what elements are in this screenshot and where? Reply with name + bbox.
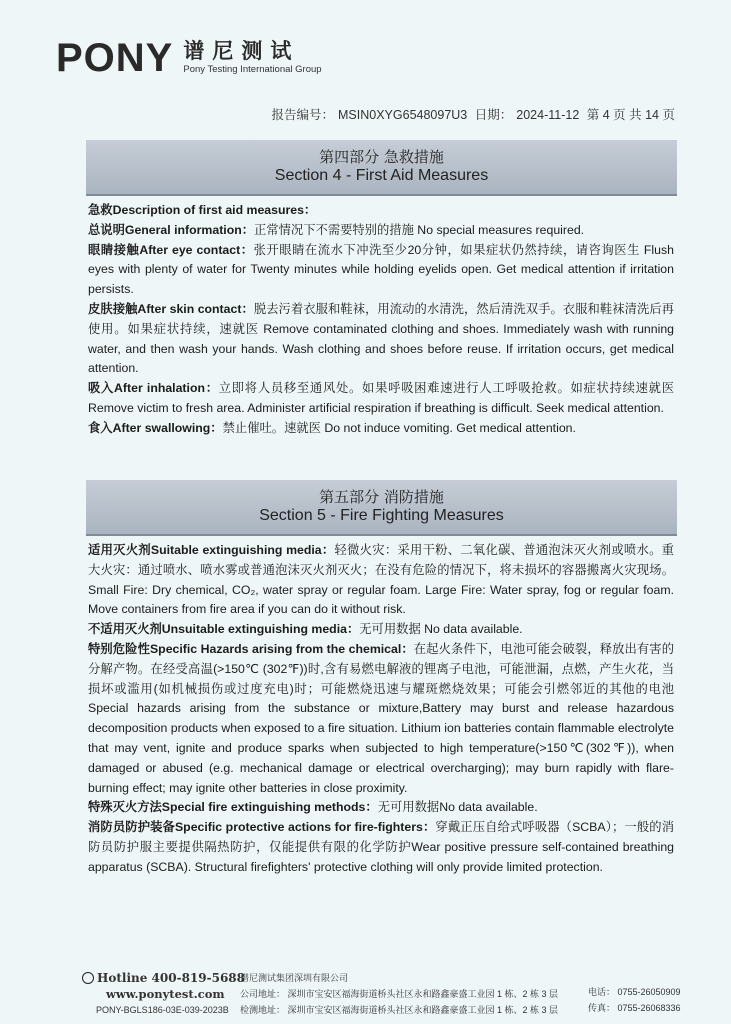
company-name-cn: 谱尼测试 <box>183 40 300 63</box>
page-footer <box>0 968 731 1024</box>
section4-content <box>88 201 674 439</box>
description-heading: 急救Description of first aid measures： <box>88 203 317 217</box>
report-number: MSIN0XYG6548097U3 <box>338 108 468 122</box>
date-label: 日期： <box>474 108 513 122</box>
section5-title-cn: 第五部分 消防措施 <box>319 488 444 506</box>
website: www.ponytest.com <box>106 987 225 1001</box>
footer-address-1: 公司地址： 深圳市宝安区福海街道桥头社区永和路鑫豪盛工业园 1 栋、2 栋 3 层 <box>240 989 559 999</box>
swallowing: 食入After swallowing：禁止催吐。速就医 Do not induce vomiting. Get medical attention. <box>88 420 576 435</box>
section4-banner <box>86 140 677 196</box>
skin-contact: 皮肤接触After skin contact：脱去污着衣服和鞋袜，用流动的水清洗，然后清洗双手。衣服和鞋袜清洗后再使用。如果症状持续，速就医 Remove contaminated clothing and shoes. Immediately wash with running water, and then wash your hands. Wash clothing and shoes before reuse. If irritation occurs, get medical attention. <box>88 301 674 376</box>
footer-address-2: 检测地址： 深圳市宝安区福海街道桥头社区永和路鑫豪盛工业园 1 栋、2 栋 3 层 <box>240 1005 559 1015</box>
footer-fax: 传真： 0755-26068336 <box>588 1003 681 1013</box>
section5-banner <box>86 480 677 536</box>
report-date: 2024-11-12 <box>516 108 580 122</box>
general-info: 总说明General information：正常情况下不需要特别的措施 No special measures required. <box>88 222 585 237</box>
footer-phone: 电话： 0755-26050909 <box>588 987 681 997</box>
eye-contact: 眼睛接触After eye contact：张开眼睛在流水下冲洗至少20分钟，如果症状仍然持续，请咨询医生 Flush eyes with plenty of water for Twenty minutes while holding eyelids open. Get medical attention if irritation persists. <box>88 242 674 297</box>
section5-content <box>88 541 674 878</box>
special-methods: 特殊灭火方法Special fire extinguishing methods：无可用数据No data available. <box>88 800 538 815</box>
inhalation: 吸入After inhalation：立即将人员移至通风处。如果呼吸困难速进行人工呼吸抢救。如症状持续速就医 Remove victim to fresh area. Administer artificial respiration if breathing is difficult. Seek medical attention. <box>88 381 674 415</box>
suitable-media: 适用灭火剂Suitable extinguishing media：轻微火灾：采用干粉、二氧化碳、普通泡沫灭火剂或喷水。重大火灾：通过喷水、喷水雾或普通泡沫灭火剂灭火；在没有危险的情况下，将未损坏的容器搬离火灾现场。Small Fire: Dry chemical, CO₂, water spray or regular foam. Large Fire: Water spray, fog or regular foam. Move containers from fire area if you can do it without risk. <box>88 543 674 617</box>
protective-actions: 消防员防护装备Specific protective actions for fire-fighters：穿戴正压自给式呼吸器（SCBA）；一般的消防员防护服主要提供隔热防护，仅能提供有限的化学防护Wear positive pressure self-contained breathing apparatus (SCBA). Structural firefighters' protective clothing will only provide limited protection. <box>88 820 674 874</box>
specific-hazards: 特别危险性Specific Hazards arising from the chemical：在起火条件下，电池可能会破裂，释放出有害的分解产物。在经受高温(>150℃ (302℉))时,含有易燃电解液的锂离子电池，可能泄漏，点燃，产生火花，当损坏或滥用(如机械损伤或过度充电)时；可能燃烧迅速与耀斑燃烧效果；可能会引燃邻近的其他的电池 Special hazards arising from the substance or mixture,Battery may burst and release hazardous decomposition products when exposed to a fire situation. Lithium ion batteries contain flammable electrolyte that may vent, ignite and produce sparks when subjected to high temperature(>150℃(302℉)), when damaged or abused (e.g. mechanical damage or electrical overcharging); may burn rapidly with flare-burning effect; may ignite other batteries in close proximity. <box>88 641 674 795</box>
footer-company: 谱尼测试集团深圳有限公司 <box>240 973 349 983</box>
report-label: 报告编号： <box>271 108 335 122</box>
document-code: PONY-BGLS186-03E-039-2023B <box>96 1005 229 1015</box>
page-info: 第 4 页 共 14 页 <box>586 108 675 122</box>
company-name-en: Pony Testing International Group <box>183 64 322 75</box>
hotline: Hotline 400-819-5688 <box>97 971 245 985</box>
report-info <box>268 105 676 123</box>
phone-icon <box>82 972 94 984</box>
section4-title-cn: 第四部分 急救措施 <box>319 148 444 166</box>
unsuitable-media: 不适用灭火剂Unsuitable extinguishing media：无可用数据 No data available. <box>88 622 523 637</box>
section5-title-en: Section 5 - Fire Fighting Measures <box>259 507 504 524</box>
section4-title-en: Section 4 - First Aid Measures <box>274 167 489 184</box>
company-logo <box>56 38 322 78</box>
logo-mark: PONY <box>56 36 174 80</box>
